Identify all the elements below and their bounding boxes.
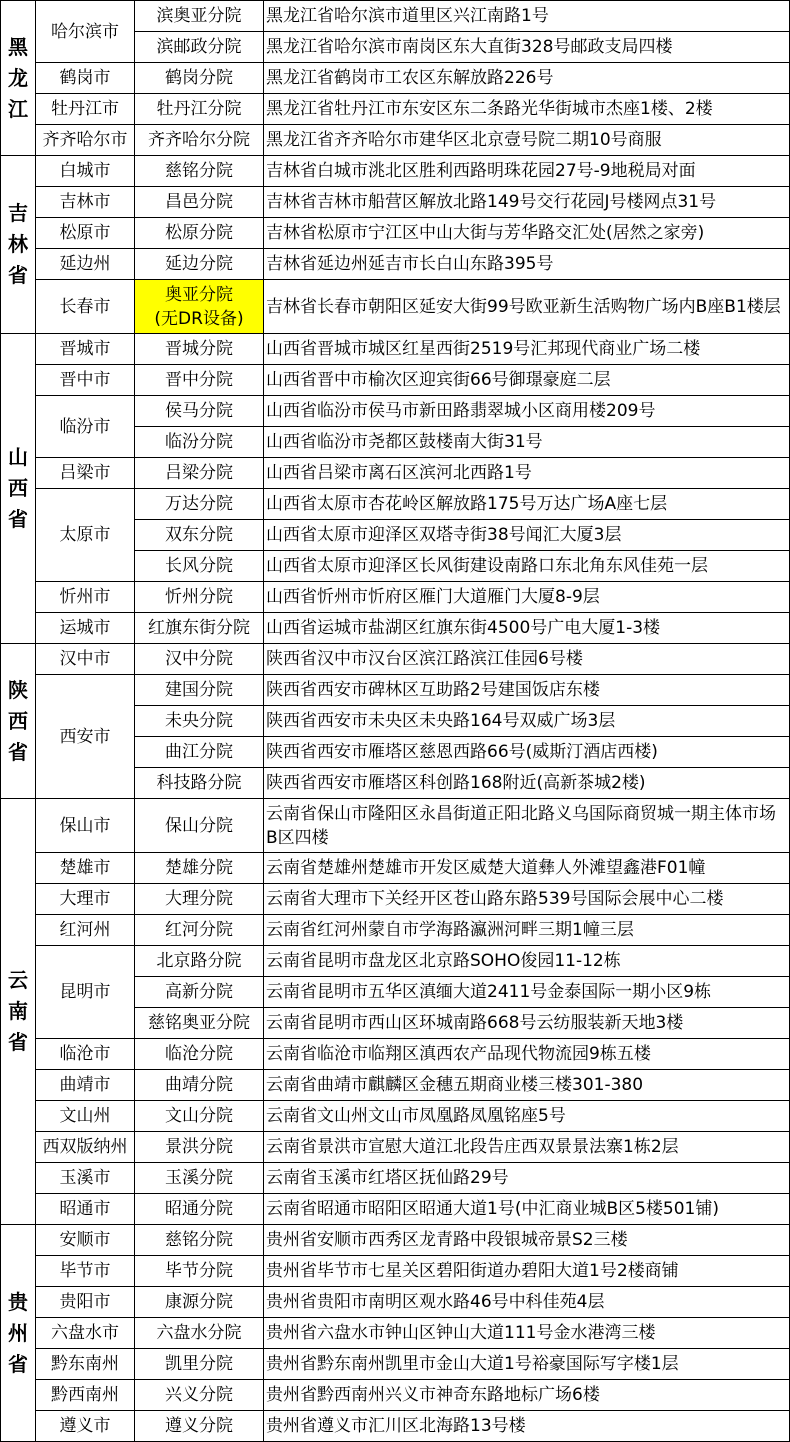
- province-name: 云南省: [8, 968, 28, 1054]
- city-cell: 忻州市: [36, 582, 135, 613]
- address-cell: 云南省景洪市宣慰大道江北段告庄西双景景法寨1栋2层: [264, 1132, 790, 1163]
- table-row: [1, 63, 790, 94]
- address-cell: 黑龙江省哈尔滨市道里区兴江南路1号: [264, 1, 790, 32]
- table-row: [1, 125, 790, 156]
- branch-cell: 晋城分院: [135, 334, 264, 365]
- branch-cell: 牡丹江分院: [135, 94, 264, 125]
- province-cell: [1, 156, 36, 334]
- province-name: 陕西省: [8, 677, 28, 764]
- city-cell: 吕梁市: [36, 458, 135, 489]
- table-row: [1, 613, 790, 644]
- province-cell: [1, 799, 36, 1225]
- address-cell: 贵州省贵阳市南明区观水路46号中科佳苑4层: [264, 1287, 790, 1318]
- address-cell: 吉林省白城市洮北区胜利西路明珠花园27号-9地税局对面: [264, 156, 790, 187]
- address-cell: 吉林省吉林市船营区解放北路149号交行花园J号楼网点31号: [264, 187, 790, 218]
- branch-cell: 兴义分院: [135, 1380, 264, 1411]
- province-name: 贵州省: [8, 1289, 28, 1376]
- city-cell: 楚雄市: [36, 853, 135, 884]
- city-cell: 红河州: [36, 915, 135, 946]
- city-cell: 保山市: [36, 799, 135, 853]
- city-cell: 贵阳市: [36, 1287, 135, 1318]
- branch-cell: 文山分院: [135, 1101, 264, 1132]
- address-cell: 吉林省长春市朝阳区延安大街99号欧亚新生活购物广场内B座B1楼层: [264, 280, 790, 334]
- address-cell: 云南省大理市下关经开区苍山路东路539号国际会展中心二楼: [264, 884, 790, 915]
- province-name: 山西省: [8, 445, 28, 531]
- table-row: [1, 396, 790, 427]
- branch-cell: 吕梁分院: [135, 458, 264, 489]
- branch-cell: 未央分院: [135, 706, 264, 737]
- table-row: [1, 884, 790, 915]
- city-cell: 延边州: [36, 249, 135, 280]
- city-cell: 安顺市: [36, 1225, 135, 1256]
- table-row: [1, 489, 790, 520]
- table-row: [1, 1287, 790, 1318]
- address-cell: 云南省昆明市五华区滇缅大道2411号金泰国际一期小区9栋: [264, 977, 790, 1008]
- city-cell: 黔东南州: [36, 1349, 135, 1380]
- address-cell: 云南省昭通市昭阳区昭通大道1号(中汇商业城B区5楼501铺): [264, 1194, 790, 1225]
- address-cell: 陕西省西安市碑林区互助路2号建国饭店东楼: [264, 675, 790, 706]
- address-cell: 黑龙江省牡丹江市东安区东二条路光华街城市杰座1楼、2楼: [264, 94, 790, 125]
- city-cell: 西双版纳州: [36, 1132, 135, 1163]
- branch-cell: 红河分院: [135, 915, 264, 946]
- province-cell: [1, 644, 36, 799]
- address-cell: 云南省保山市隆阳区永昌街道正阳北路义乌国际商贸城一期主体市场B区四楼: [264, 799, 790, 853]
- table-row: [1, 249, 790, 280]
- address-cell: 云南省楚雄州楚雄市开发区威楚大道彝人外滩望鑫港F01幢: [264, 853, 790, 884]
- address-cell: 山西省太原市迎泽区双塔寺街38号闻汇大厦3层: [264, 520, 790, 551]
- branch-cell: 昌邑分院: [135, 187, 264, 218]
- branch-cell: 曲靖分院: [135, 1070, 264, 1101]
- table-row: [1, 1039, 790, 1070]
- branch-cell: 景洪分院: [135, 1132, 264, 1163]
- address-cell: 陕西省西安市雁塔区科创路168附近(高新茶城2楼): [264, 768, 790, 799]
- table-row: [1, 853, 790, 884]
- city-cell: 大理市: [36, 884, 135, 915]
- branch-cell: 忻州分院: [135, 582, 264, 613]
- address-cell: 贵州省安顺市西秀区龙青路中段银城帝景S2三楼: [264, 1225, 790, 1256]
- city-cell: 哈尔滨市: [36, 1, 135, 63]
- city-cell: 临沧市: [36, 1039, 135, 1070]
- address-cell: 贵州省六盘水市钟山区钟山大道111号金水港湾三楼: [264, 1318, 790, 1349]
- branch-cell: 科技路分院: [135, 768, 264, 799]
- table-row: [1, 1256, 790, 1287]
- table-row: [1, 1380, 790, 1411]
- address-cell: 云南省昆明市盘龙区北京路SOHO俊园11-12栋: [264, 946, 790, 977]
- address-cell: 云南省临沧市临翔区滇西农产品现代物流园9栋五楼: [264, 1039, 790, 1070]
- address-cell: 陕西省西安市雁塔区慈恩西路66号(威斯汀酒店西楼): [264, 737, 790, 768]
- province-cell: [1, 1, 36, 156]
- branch-cell: 建国分院: [135, 675, 264, 706]
- address-cell: 黑龙江省哈尔滨市南岗区东大直街328号邮政支局四楼: [264, 32, 790, 63]
- address-cell: 云南省曲靖市麒麟区金穗五期商业楼三楼301-380: [264, 1070, 790, 1101]
- table-row: [1, 675, 790, 706]
- table-row: [1, 1101, 790, 1132]
- city-cell: 太原市: [36, 489, 135, 582]
- city-cell: 汉中市: [36, 644, 135, 675]
- branch-cell: 高新分院: [135, 977, 264, 1008]
- city-cell: 毕节市: [36, 1256, 135, 1287]
- branch-cell: 松原分院: [135, 218, 264, 249]
- branch-cell: 大理分院: [135, 884, 264, 915]
- branch-cell: 玉溪分院: [135, 1163, 264, 1194]
- branch-cell: 汉中分院: [135, 644, 264, 675]
- table-row: [1, 1194, 790, 1225]
- address-cell: 云南省红河州蒙自市学海路瀛洲河畔三期1幢三层: [264, 915, 790, 946]
- city-cell: 齐齐哈尔市: [36, 125, 135, 156]
- branch-cell: 齐齐哈尔分院: [135, 125, 264, 156]
- address-cell: 陕西省汉中市汉台区滨江路滨江佳园6号楼: [264, 644, 790, 675]
- branch-cell: 慈铭分院: [135, 1225, 264, 1256]
- table-body: [1, 1, 790, 1442]
- branch-cell: 滨邮政分院: [135, 32, 264, 63]
- branch-cell: 红旗东街分院: [135, 613, 264, 644]
- city-cell: 遵义市: [36, 1411, 135, 1442]
- table-row: [1, 1349, 790, 1380]
- table-row: [1, 280, 790, 334]
- address-cell: 山西省忻州市忻府区雁门大道雁门大厦8-9层: [264, 582, 790, 613]
- address-cell: 山西省晋中市榆次区迎宾街66号御璟豪庭二层: [264, 365, 790, 396]
- city-cell: 曲靖市: [36, 1070, 135, 1101]
- address-cell: 山西省临汾市尧都区鼓楼南大街31号: [264, 427, 790, 458]
- table-row: [1, 156, 790, 187]
- branch-cell: 滨奥亚分院: [135, 1, 264, 32]
- city-cell: 六盘水市: [36, 1318, 135, 1349]
- city-cell: 晋城市: [36, 334, 135, 365]
- city-cell: 长春市: [36, 280, 135, 334]
- address-cell: 贵州省毕节市七星关区碧阳街道办碧阳大道1号2楼商铺: [264, 1256, 790, 1287]
- address-cell: 山西省晋城市城区红星西街2519号汇邦现代商业广场二楼: [264, 334, 790, 365]
- branch-cell: 长风分院: [135, 551, 264, 582]
- city-cell: 吉林市: [36, 187, 135, 218]
- address-cell: 云南省玉溪市红塔区抚仙路29号: [264, 1163, 790, 1194]
- table-row: [1, 1132, 790, 1163]
- table-row: [1, 94, 790, 125]
- address-cell: 吉林省延边州延吉市长白山东路395号: [264, 249, 790, 280]
- branch-cell: 六盘水分院: [135, 1318, 264, 1349]
- table-row: [1, 187, 790, 218]
- branch-cell: 奥亚分院 (无DR设备): [135, 280, 264, 334]
- province-name: 吉林省: [8, 201, 28, 287]
- branch-cell: 康源分院: [135, 1287, 264, 1318]
- branch-cell: 保山分院: [135, 799, 264, 853]
- city-cell: 运城市: [36, 613, 135, 644]
- branch-cell: 慈铭奥亚分院: [135, 1008, 264, 1039]
- branch-cell: 临沧分院: [135, 1039, 264, 1070]
- table-row: [1, 1070, 790, 1101]
- table-row: [1, 458, 790, 489]
- table-row: [1, 1411, 790, 1442]
- table-row: [1, 915, 790, 946]
- branch-cell: 晋中分院: [135, 365, 264, 396]
- address-cell: 黑龙江省鹤岗市工农区东解放路226号: [264, 63, 790, 94]
- city-cell: 昭通市: [36, 1194, 135, 1225]
- table-row: [1, 644, 790, 675]
- table-row: [1, 799, 790, 853]
- table-row: [1, 1318, 790, 1349]
- table-row: [1, 1163, 790, 1194]
- address-cell: 贵州省黔东南州凯里市金山大道1号裕豪国际写字楼1层: [264, 1349, 790, 1380]
- province-name: 黑龙江: [8, 34, 28, 121]
- table-row: [1, 1, 790, 32]
- table-row: [1, 1225, 790, 1256]
- city-cell: 文山州: [36, 1101, 135, 1132]
- branch-cell: 曲江分院: [135, 737, 264, 768]
- address-cell: 山西省临汾市侯马市新田路翡翠城小区商用楼209号: [264, 396, 790, 427]
- table-row: [1, 946, 790, 977]
- city-cell: 黔西南州: [36, 1380, 135, 1411]
- city-cell: 白城市: [36, 156, 135, 187]
- province-cell: [1, 334, 36, 644]
- city-cell: 晋中市: [36, 365, 135, 396]
- branch-cell: 毕节分院: [135, 1256, 264, 1287]
- city-cell: 玉溪市: [36, 1163, 135, 1194]
- province-cell: [1, 1225, 36, 1442]
- address-cell: 山西省吕梁市离石区滨河北西路1号: [264, 458, 790, 489]
- branch-cell: 凯里分院: [135, 1349, 264, 1380]
- branch-cell: 昭通分院: [135, 1194, 264, 1225]
- city-cell: 昆明市: [36, 946, 135, 1039]
- branch-cell: 慈铭分院: [135, 156, 264, 187]
- address-cell: 吉林省松原市宁江区中山大街与芳华路交汇处(居然之家旁): [264, 218, 790, 249]
- branch-cell: 临汾分院: [135, 427, 264, 458]
- address-cell: 云南省昆明市西山区环城南路668号云纺服装新天地3楼: [264, 1008, 790, 1039]
- branch-cell: 北京路分院: [135, 946, 264, 977]
- branch-cell: 万达分院: [135, 489, 264, 520]
- table-row: [1, 218, 790, 249]
- table-row: [1, 334, 790, 365]
- city-cell: 松原市: [36, 218, 135, 249]
- city-cell: 西安市: [36, 675, 135, 799]
- branch-cell: 楚雄分院: [135, 853, 264, 884]
- address-cell: 贵州省遵义市汇川区北海路13号楼: [264, 1411, 790, 1442]
- branch-cell: 双东分院: [135, 520, 264, 551]
- city-cell: 临汾市: [36, 396, 135, 458]
- table-row: [1, 365, 790, 396]
- branch-cell: 延边分院: [135, 249, 264, 280]
- address-cell: 黑龙江省齐齐哈尔市建华区北京壹号院二期10号商服: [264, 125, 790, 156]
- address-cell: 山西省太原市迎泽区长风街建设南路口东北角东风佳苑一层: [264, 551, 790, 582]
- city-cell: 鹤岗市: [36, 63, 135, 94]
- address-cell: 云南省文山州文山市凤凰路凤凰铭座5号: [264, 1101, 790, 1132]
- address-cell: 山西省运城市盐湖区红旗东街4500号广电大厦1-3楼: [264, 613, 790, 644]
- address-cell: 陕西省西安市未央区未央路164号双威广场3层: [264, 706, 790, 737]
- city-cell: 牡丹江市: [36, 94, 135, 125]
- address-cell: 贵州省黔西南州兴义市神奇东路地标广场6楼: [264, 1380, 790, 1411]
- address-cell: 山西省太原市杏花岭区解放路175号万达广场A座七层: [264, 489, 790, 520]
- branch-cell: 侯马分院: [135, 396, 264, 427]
- branch-cell: 鹤岗分院: [135, 63, 264, 94]
- table-row: [1, 582, 790, 613]
- branch-cell: 遵义分院: [135, 1411, 264, 1442]
